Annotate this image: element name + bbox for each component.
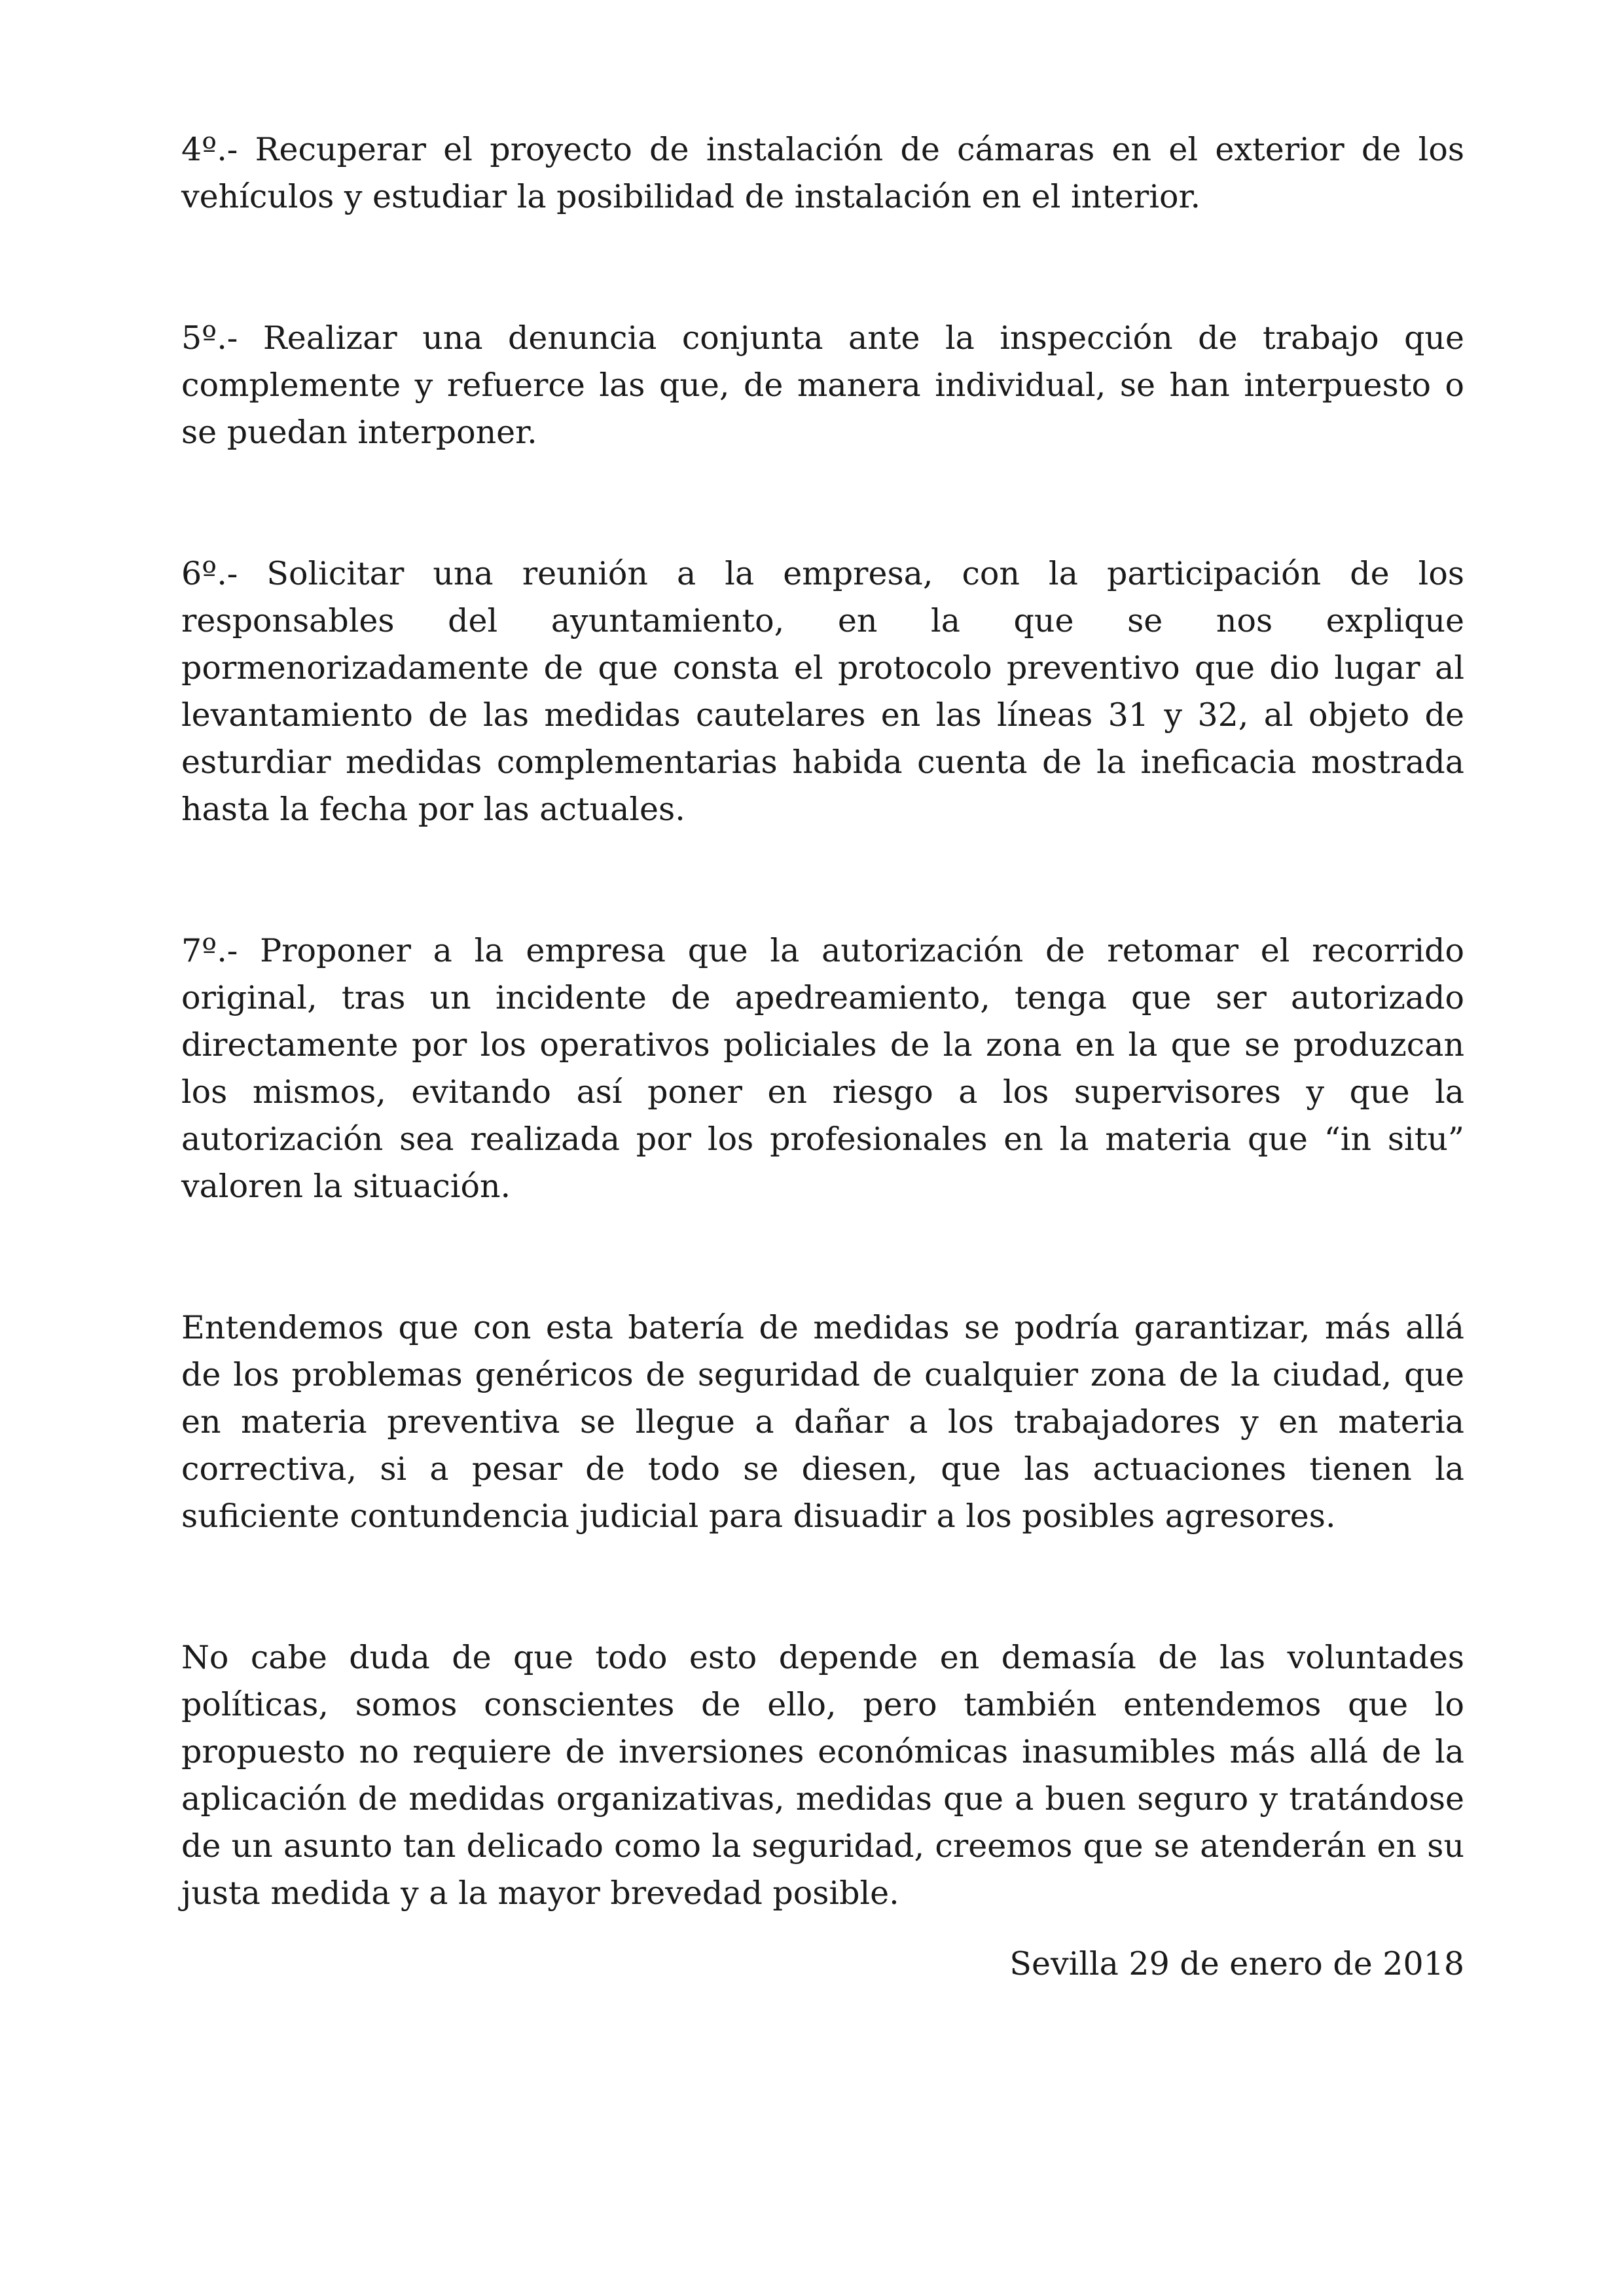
paragraph-conclusion-1: Entendemos que con esta batería de medidas se podría garantizar, más allá de los problemas genéricos de seguridad de cualquier zona de la ciudad, que en materia preventiva se llegue a dañar a los trabajadores y en materia correctiva, si a pesar de todo se diesen, que las actuaciones tienen la suficiente contundencia judicial para disuadir a los posibles agresores. [181,1309,1464,1535]
paragraph-item-5: 5º.- Realizar una denuncia conjunta ante la inspección de trabajo que complemente y refuerce las que, de manera individual, se han interpuesto o se puedan interponer. [181,319,1464,451]
paragraph-conclusion-2: No cabe duda de que todo esto depende en demasía de las voluntades políticas, somos conscientes de ello, pero también entendemos que lo propuesto no requiere de inversiones económicas inasumibles más allá de la aplicación de medidas organizativas, medidas que a buen seguro y tratándose de un asunto tan delicado como la seguridad, creemos que se atenderán en su justa medida y a la mayor brevedad posible. [181,1639,1464,1912]
paragraph-item-4: 4º.- Recuperar el proyecto de instalación de cámaras en el exterior de los vehículos y estudiar la posibilidad de instalación en el interior. [181,131,1464,215]
place-date-line: Sevilla 29 de enero de 2018 [1009,1945,1464,1982]
paragraph-item-7: 7º.- Proponer a la empresa que la autorización de retomar el recorrido original, tras un incidente de apedreamiento, tenga que ser autorizado directamente por los operativos policiales de la zona en la que se produzcan los mismos, evitando así poner en riesgo a los supervisores y que la autorización sea realizada por los profesionales en la materia que “in situ” valoren la situación. [181,932,1464,1205]
paragraph-item-6: 6º.- Solicitar una reunión a la empresa, con la participación de los responsables del ayuntamiento, en la que se nos explique pormenorizadamente de que consta el protocolo preventivo que dio lugar al levantamiento de las medidas cautelares en las líneas 31 y 32, al objeto de esturdiar medidas complementarias habida cuenta de la ineficacia mostrada hasta la fecha por las actuales. [181,555,1464,828]
